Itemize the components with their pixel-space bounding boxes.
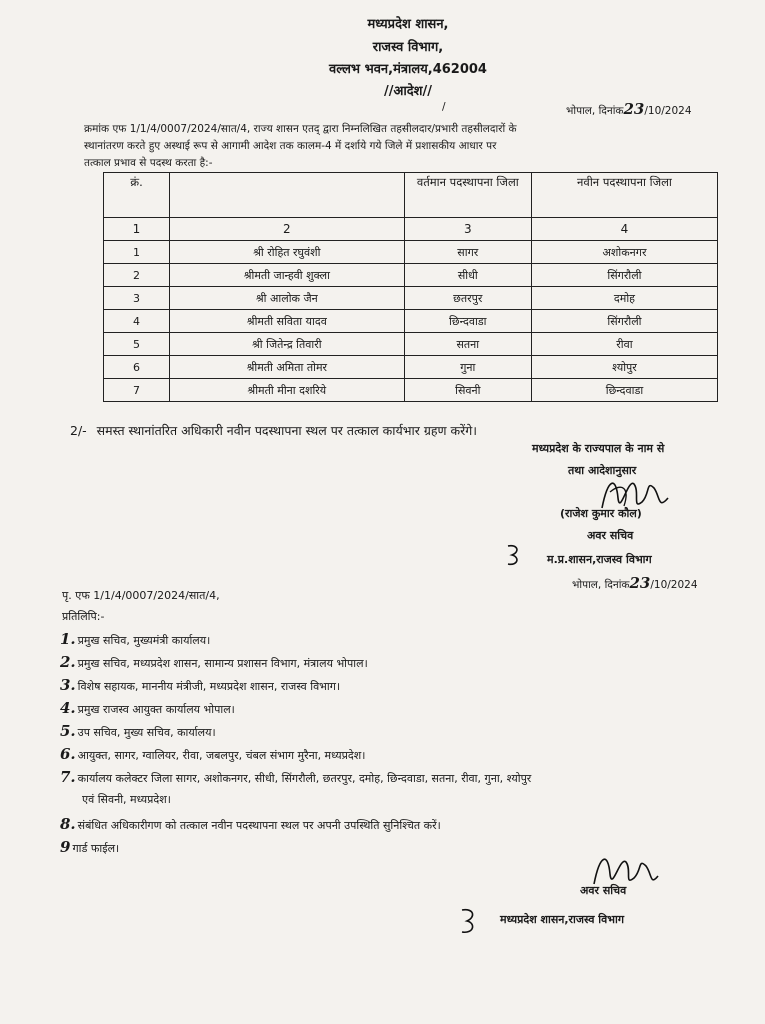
list-item-number: 7. <box>60 768 76 786</box>
list-item-number: 6. <box>60 745 76 763</box>
serial-cell: 6 <box>104 356 170 379</box>
list-item-text: संबंधित अधिकारीगण को तत्काल नवीन पदस्थापना स्थल पर अपनी उपस्थिति सुनिश्चित करें। <box>77 819 441 832</box>
serial-cell: 2 <box>104 264 170 287</box>
list-item-number: 9 <box>60 838 71 856</box>
slash-mark: / <box>442 101 446 113</box>
list-item <box>60 815 441 833</box>
list-item <box>60 838 119 856</box>
initial-mark-lower <box>456 904 482 938</box>
list-item-text: उप सचिव, मुख्य सचिव, कार्यालय। <box>77 726 216 739</box>
header-line-address: वल्लभ भवन,मंत्रालय,462004 <box>329 62 487 77</box>
signatory-name: (राजेश कुमार कौल) <box>560 507 642 520</box>
list-item <box>60 699 235 717</box>
new-district-cell: सिंगरौली <box>531 264 717 287</box>
para1-line1: क्रमांक एफ 1/1/4/0007/2024/सात/4, राज्य शासन एतद् द्वारा निम्नलिखित तहसीलदार/प्रभारी तहसीलदारों के <box>84 123 517 135</box>
current-district-cell: सिवनी <box>404 379 531 402</box>
col-header-current-district: वर्तमान पदस्थापना जिला <box>404 173 531 218</box>
current-district-cell: सागर <box>404 241 531 264</box>
para1-line2: स्थानांतरण करते हुए अस्थाई रूप से आगामी आदेश तक कालम-4 में दर्शाये गये जिले में प्रशासकीय आधार पर <box>84 140 497 152</box>
table-row <box>104 379 718 402</box>
list-item <box>60 768 531 786</box>
col-header-name <box>170 173 405 218</box>
serial-cell: 1 <box>104 241 170 264</box>
list-item <box>60 653 368 671</box>
header-line-order: //आदेश// <box>383 84 433 99</box>
new-district-cell: छिन्दवाडा <box>531 379 717 402</box>
officer-name-cell: श्री रोहित रघुवंशी <box>170 241 405 264</box>
list-item-number: 4. <box>60 699 76 717</box>
col-header-new-district: नवीन पदस्थापना जिला <box>531 173 717 218</box>
list-item-text: आयुक्त, सागर, ग्वालियर, रीवा, जबलपुर, चंबल संभाग मुरैना, मध्यप्रदेश। <box>77 749 366 762</box>
new-district-cell: अशोकनगर <box>531 241 717 264</box>
officer-name-cell: श्रीमती मीना दशरिये <box>170 379 405 402</box>
serial-cell: 5 <box>104 333 170 356</box>
list-item-text: प्रमुख सचिव, मुख्यमंत्री कार्यालय। <box>77 634 211 647</box>
list-item-number: 1. <box>60 630 76 648</box>
serial-cell: 7 <box>104 379 170 402</box>
order-date-day: 23 <box>623 100 645 118</box>
copy-label: प्रतिलिपि:- <box>62 610 105 623</box>
list-item-number: 8. <box>60 815 76 833</box>
index-cell: 4 <box>531 218 717 241</box>
current-district-cell: सीधी <box>404 264 531 287</box>
list-item-number: 2. <box>60 653 76 671</box>
signatory-department: म.प्र.शासन,राजस्व विभाग <box>547 553 652 566</box>
para1-line3: तत्काल प्रभाव से पदस्थ करता है:- <box>84 157 213 169</box>
officer-name-cell: श्री जितेन्द्र तिवारी <box>170 333 405 356</box>
table-row <box>104 310 718 333</box>
list-item-number: 5. <box>60 722 76 740</box>
index-cell: 2 <box>170 218 405 241</box>
order-date-prefix: भोपाल, दिनांक <box>566 105 624 117</box>
new-district-cell: दमोह <box>531 287 717 310</box>
header-line-state: मध्यप्रदेश शासन, <box>367 17 449 32</box>
table-header-row <box>104 173 718 218</box>
order-date <box>566 100 692 118</box>
list-item-number: 3. <box>60 676 76 694</box>
index-cell: 3 <box>404 218 531 241</box>
officer-name-cell: श्रीमती सविता यादव <box>170 310 405 333</box>
endorsement-date-prefix: भोपाल, दिनांक <box>572 579 630 591</box>
table-index-row <box>104 218 718 241</box>
current-district-cell: सतना <box>404 333 531 356</box>
list-item-text: प्रमुख राजस्व आयुक्त कार्यालय भोपाल। <box>77 703 235 716</box>
list-item <box>60 745 365 763</box>
list-item-text: विशेष सहायक, माननीय मंत्रीजी, मध्यप्रदेश शासन, राजस्व विभाग। <box>77 680 341 693</box>
list-item-text: कार्यालय कलेक्टर जिला सागर, अशोकनगर, सीधी, सिंगरौली, छतरपुर, दमोह, छिन्दवाडा, सतना, रीवा, गुना, श्योपुर <box>77 772 532 785</box>
table-row <box>104 264 718 287</box>
header-line-department: राजस्व विभाग, <box>372 40 444 55</box>
current-district-cell: गुना <box>404 356 531 379</box>
initial-mark-upper <box>502 540 526 570</box>
authority-line1: मध्यप्रदेश के राज्यपाल के नाम से <box>532 442 665 455</box>
new-district-cell: सिंगरौली <box>531 310 717 333</box>
para2 <box>70 422 477 439</box>
signatory-designation: अवर सचिव <box>587 529 634 542</box>
col-header-serial: क्रं. <box>104 173 170 218</box>
para2-number: 2/- <box>70 423 87 438</box>
officer-name-cell: श्रीमती जान्हवी शुक्ला <box>170 264 405 287</box>
footer-designation: अवर सचिव <box>580 884 627 897</box>
list-item <box>60 722 216 740</box>
list-item <box>60 630 210 648</box>
serial-cell: 4 <box>104 310 170 333</box>
para2-text: समस्त स्थानांतरित अधिकारी नवीन पदस्थापना स्थल पर तत्काल कार्यभार ग्रहण करेंगे। <box>96 423 478 438</box>
authority-line2: तथा आदेशानुसार <box>568 464 637 477</box>
list-item-continuation: एवं सिवनी, मध्यप्रदेश। <box>82 793 171 806</box>
footer-department: मध्यप्रदेश शासन,राजस्व विभाग <box>500 913 625 926</box>
transfer-table <box>103 172 718 402</box>
table-row <box>104 333 718 356</box>
list-item-text: गार्ड फाईल। <box>72 842 120 855</box>
endorsement-date-rest: /10/2024 <box>650 579 698 591</box>
table-row <box>104 241 718 264</box>
new-district-cell: रीवा <box>531 333 717 356</box>
endorsement-ref: पृ. एफ 1/1/4/0007/2024/सात/4, <box>62 589 220 602</box>
current-district-cell: छिन्दवाडा <box>404 310 531 333</box>
current-district-cell: छतरपुर <box>404 287 531 310</box>
order-date-rest: /10/2024 <box>644 105 692 117</box>
list-item-text: प्रमुख सचिव, मध्यप्रदेश शासन, सामान्य प्रशासन विभाग, मंत्रालय भोपाल। <box>77 657 368 670</box>
list-item <box>60 676 340 694</box>
officer-name-cell: श्रीमती अमिता तोमर <box>170 356 405 379</box>
table-row <box>104 356 718 379</box>
endorsement-date-day: 23 <box>629 574 651 592</box>
table-row <box>104 287 718 310</box>
endorsement-date <box>572 574 698 592</box>
serial-cell: 3 <box>104 287 170 310</box>
new-district-cell: श्योपुर <box>531 356 717 379</box>
index-cell: 1 <box>104 218 170 241</box>
officer-name-cell: श्री आलोक जैन <box>170 287 405 310</box>
